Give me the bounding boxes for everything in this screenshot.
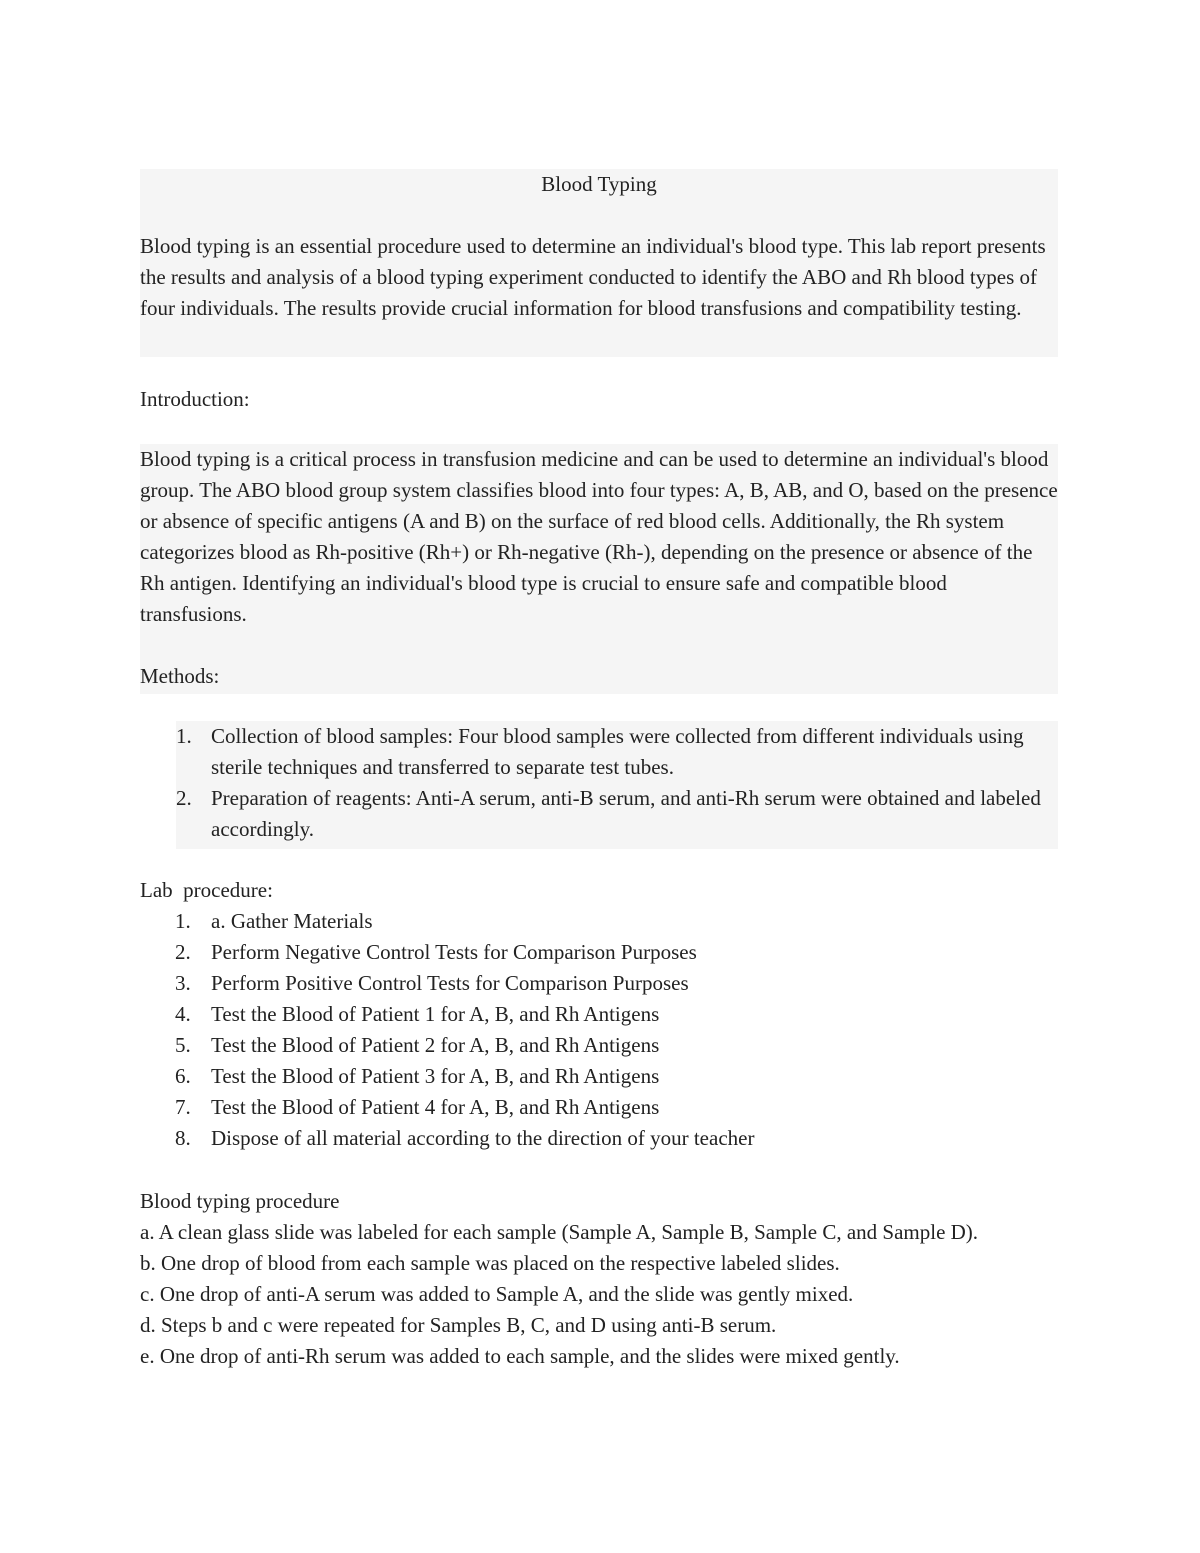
- procedure-step: d. Steps b and c were repeated for Samples B, C, and D using anti-B serum.: [140, 1313, 777, 1337]
- list-text: Perform Negative Control Tests for Comparison Purposes: [211, 940, 697, 964]
- list-text: Dispose of all material according to the direction of your teacher: [211, 1126, 755, 1150]
- list-number: 7.: [175, 1095, 191, 1119]
- list-text: a. Gather Materials: [211, 909, 373, 933]
- procedure-step: e. One drop of anti-Rh serum was added to each sample, and the slides were mixed gently.: [140, 1344, 900, 1368]
- abstract-paragraph: Blood typing is an essential procedure used to determine an individual's blood type. This lab report presents the results and analysis of a blood typing experiment conducted to identify the ABO and Rh blood types of four individuals. The results provide crucial information for blood transfusions and compatibility testing.: [140, 234, 1046, 320]
- procedure-step: a. A clean glass slide was labeled for each sample (Sample A, Sample B, Sample C, and Sample D).: [140, 1220, 979, 1244]
- list-number: 1.: [175, 909, 191, 933]
- methods-heading: Methods:: [140, 664, 220, 688]
- list-text: Test the Blood of Patient 3 for A, B, and Rh Antigens: [211, 1064, 660, 1088]
- list-number: 6.: [175, 1064, 191, 1088]
- methods-list: [176, 721, 1058, 845]
- list-text: Preparation of reagents: Anti-A serum, anti-B serum, and anti-Rh serum were obtained and labeled accordingly.: [211, 786, 1041, 841]
- introduction-section: [140, 444, 1058, 694]
- list-number: 5.: [175, 1033, 191, 1057]
- list-number: 2.: [175, 940, 191, 964]
- list-item: [176, 783, 1058, 845]
- list-item: [140, 1092, 1058, 1123]
- abstract-section: [140, 169, 1058, 357]
- list-text: Test the Blood of Patient 4 for A, B, and Rh Antigens: [211, 1095, 660, 1119]
- lab-procedure-section: [140, 875, 1058, 1154]
- list-text: Test the Blood of Patient 1 for A, B, and Rh Antigens: [211, 1002, 660, 1026]
- list-number: 4.: [175, 1002, 191, 1026]
- list-item: [140, 937, 1058, 968]
- list-item: [140, 1061, 1058, 1092]
- list-text: Collection of blood samples: Four blood samples were collected from different individuals using sterile techniques and transferred to separate test tubes.: [211, 724, 1024, 779]
- list-number: 1.: [176, 724, 192, 748]
- list-item: [140, 1123, 1058, 1154]
- blood-typing-procedure-section: [140, 1186, 1058, 1372]
- procedure-step: c. One drop of anti-A serum was added to Sample A, and the slide was gently mixed.: [140, 1282, 854, 1306]
- introduction-paragraph: Blood typing is a critical process in transfusion medicine and can be used to determine an individual's blood group. The ABO blood group system classifies blood into four types: A, B, AB, and O, based on the presence or absence of specific antigens (A and B) on the surface of red blood cells. Additionally, the Rh system categorizes blood as Rh-positive (Rh+) or Rh-negative (Rh-), depending on the presence or absence of the Rh antigen. Identifying an individual's blood type is crucial to ensure safe and compatible blood transfusions.: [140, 447, 1058, 626]
- blood-typing-heading: Blood typing procedure: [140, 1189, 340, 1213]
- list-text: Test the Blood of Patient 2 for A, B, and Rh Antigens: [211, 1033, 660, 1057]
- introduction-heading-block: [140, 384, 1058, 415]
- list-item: [176, 721, 1058, 783]
- list-item: [140, 1030, 1058, 1061]
- list-number: 2.: [176, 786, 192, 810]
- list-item: [140, 906, 1058, 937]
- list-number: 3.: [175, 971, 191, 995]
- list-text: Perform Positive Control Tests for Comparison Purposes: [211, 971, 689, 995]
- procedure-step: b. One drop of blood from each sample was placed on the respective labeled slides.: [140, 1251, 840, 1275]
- lab-procedure-heading: Lab procedure:: [140, 878, 273, 902]
- list-item: [140, 968, 1058, 999]
- list-number: 8.: [175, 1126, 191, 1150]
- list-item: [140, 999, 1058, 1030]
- document-title: Blood Typing: [541, 172, 657, 196]
- lab-procedure-list: [140, 906, 1058, 1154]
- introduction-heading: Introduction:: [140, 387, 250, 411]
- methods-list-section: [176, 721, 1058, 849]
